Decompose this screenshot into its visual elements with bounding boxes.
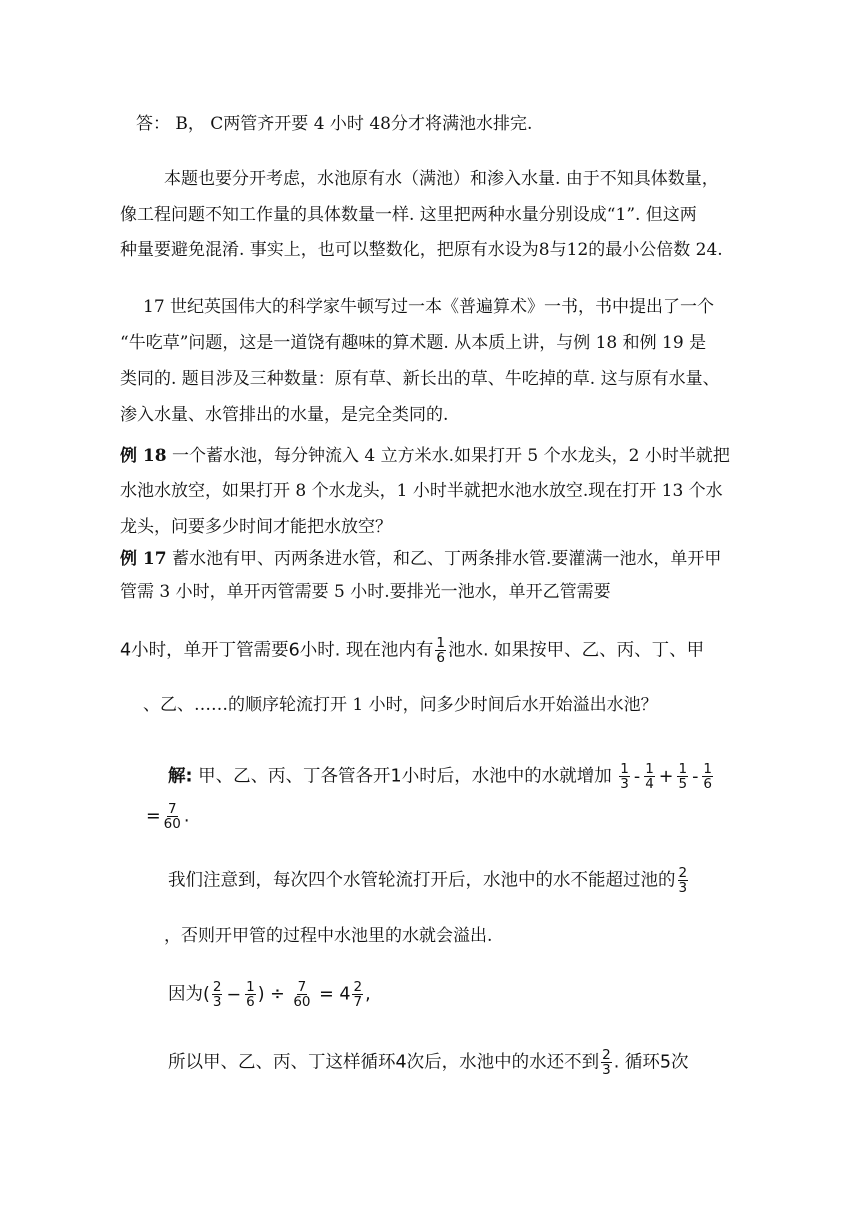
text-segment: ) ÷ [257, 984, 285, 1005]
example-label: 例 18 [120, 446, 167, 466]
answer-line [136, 114, 532, 134]
text-line: 龙头，问要多少时间才能把水放空？ [120, 517, 392, 537]
fraction: $\frac{2}{3}$ [602, 1047, 611, 1078]
text-segment: = 4 [319, 984, 351, 1005]
equals-sign: = [146, 806, 161, 827]
fraction: $\frac{1}{6}$ [436, 635, 445, 666]
operator: - [633, 766, 641, 787]
text-line: 像工程问题不知工作量的具体数量一样. 这里把两种水量分别设成“1”. 但这两 [120, 205, 697, 225]
answer-text: 答： B， C两管齐开要 4 小时 48分才将满池水排完. [136, 114, 533, 134]
example-label: 例 17 [120, 549, 167, 569]
so-line [168, 1048, 689, 1077]
because-line [168, 980, 371, 1009]
text-segment: . 循环5次 [613, 1052, 689, 1073]
text-segment: 4小时，单开丁管需要6小时. 现在池内有 [120, 640, 434, 661]
fraction: $\frac{1}{4}$ [645, 761, 654, 792]
comma: , [365, 984, 371, 1005]
text-line: 类同的. 题目涉及三种数量：原有草、新长出的草、牛吃掉的草. 这与原有水量、 [120, 369, 720, 389]
text-line: 一个蓄水池，每分钟流入 4 立方米水.如果打开 5 个水龙头，2 小时半就把 [166, 446, 730, 466]
fraction: $\frac{1}{3}$ [620, 761, 629, 792]
text-segment: 因为( [168, 984, 210, 1005]
text-line: 17 世纪英国伟大的科学家牛顿写过一本《普遍算术》一书，书中提出了一个 [143, 297, 715, 317]
text-line: 、乙、……的顺序轮流打开 1 小时，问多少时间后水开始溢出水池？ [143, 695, 658, 715]
text-line: ，否则开甲管的过程中水池里的水就会溢出. [164, 926, 493, 946]
operator: − [226, 984, 242, 1005]
fraction: $\frac{1}{6}$ [246, 979, 255, 1010]
text-segment: 我们注意到，每次四个水管轮流打开后，水池中的水不能超过池的 [168, 870, 676, 891]
fraction: $\frac{1}{5}$ [678, 761, 688, 792]
text-segment: 所以甲、乙、丙、丁这样循环4次后，水池中的水还不到 [168, 1052, 600, 1073]
text-segment: 甲、乙、丙、丁各管各开1小时后，水池中的水就增加 [192, 766, 612, 787]
text-segment: 池水. 如果按甲、乙、丙、丁、甲 [448, 640, 705, 661]
operator: - [692, 766, 699, 787]
operator: + [658, 766, 674, 787]
text-line: 渗入水量、水管排出的水量，是完全类同的. [120, 405, 449, 425]
text-line: 管需 3 小时，单开丙管需要 5 小时.要排光一池水，单开乙管需要 [120, 582, 611, 602]
text-line: 蓄水池有甲、丙两条进水管，和乙、丁两条排水管.要灌满一池水，单开甲 [166, 549, 722, 569]
fraction: $\frac{2}{3}$ [212, 979, 222, 1010]
fraction: $\frac{2}{3}$ [678, 865, 688, 896]
fraction: $\frac{7}{60}$ [293, 979, 311, 1010]
period: . [183, 806, 190, 827]
text-line: 种量要避免混淆. 事实上，也可以整数化，把原有水设为8与12的最小公倍数 24. [120, 240, 723, 260]
solution-label: 解: [168, 766, 193, 787]
text-line: “牛吃草”问题，这是一道饶有趣味的算术题. 从本质上讲，与例 18 和例 19 是 [120, 333, 707, 353]
fraction: $\frac{1}{6}$ [703, 761, 712, 792]
text-line: 水池水放空，如果打开 8 个水龙头，1 小时半就把水池水放空.现在打开 13 个水 [120, 481, 723, 501]
fraction: $\frac{7}{60}$ [163, 801, 181, 832]
fraction: $\frac{2}{7}$ [353, 979, 363, 1010]
text-line: 本题也要分开考虑，水池原有水（满池）和渗入水量. 由于不知具体数量， [164, 169, 719, 189]
